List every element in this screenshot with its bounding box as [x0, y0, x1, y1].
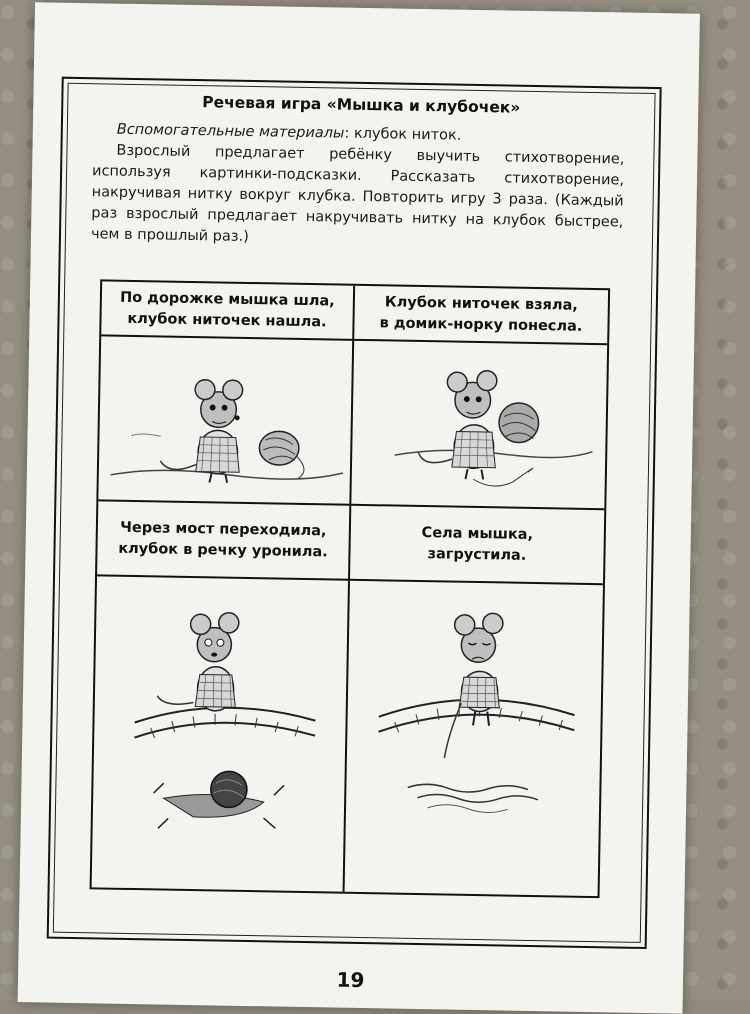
- instructions-text: Взрослый предлагает ребёнку выучить стихотворение, используя картинки-подсказки. Рассказать стихотворение, накручивая нитку вокруг клубка. Повторить игру 3 раза. (Каждый раз взрослый предлагает накручивать нитку на клубок быстрее, чем в прошлый раз.): [90, 142, 625, 245]
- panel-1-line-2: клубок ниточек нашла.: [127, 310, 327, 330]
- mouse-drops-yarn-illustration: [92, 576, 348, 891]
- panel-4-caption: [350, 506, 604, 585]
- panel-4-illustration: [345, 581, 603, 896]
- panel-1-line-1: По дорожке мышка шла,: [119, 289, 335, 309]
- panel-1-caption: [101, 281, 355, 340]
- panel-1-illustration: [98, 336, 354, 505]
- panel-3-caption: [97, 501, 351, 580]
- materials-label: Вспомогательные материалы: [116, 121, 345, 142]
- instructions-block: [91, 119, 625, 254]
- mouse-sad-on-bridge-illustration: [345, 581, 603, 896]
- panel-2-illustration: [351, 341, 607, 510]
- mouse-carries-yarn-illustration: [351, 341, 607, 508]
- poem-grid: [90, 279, 611, 898]
- exercise-frame: [47, 77, 662, 949]
- panel-2-line-1: Клубок ниточек взяла,: [384, 293, 578, 314]
- panel-3-illustration: [92, 576, 350, 891]
- panel-4-line-1: Села мышка,: [421, 524, 534, 543]
- panel-2-line-2: в домик-норку понесла.: [379, 314, 583, 335]
- panel-3-line-1: Через мост переходила,: [120, 519, 327, 539]
- panel-4-line-2: загрустила.: [427, 545, 527, 564]
- panel-2-caption: [354, 286, 608, 345]
- page-number: 19: [336, 967, 365, 993]
- mouse-finds-yarn-illustration: [98, 336, 352, 503]
- book-page: [18, 2, 700, 1013]
- exercise-title: Речевая игра «Мышка и клубочек»: [202, 93, 521, 117]
- panel-3-line-2: клубок в речку уронила.: [118, 540, 328, 560]
- materials-value: : клубок ниток.: [344, 125, 462, 144]
